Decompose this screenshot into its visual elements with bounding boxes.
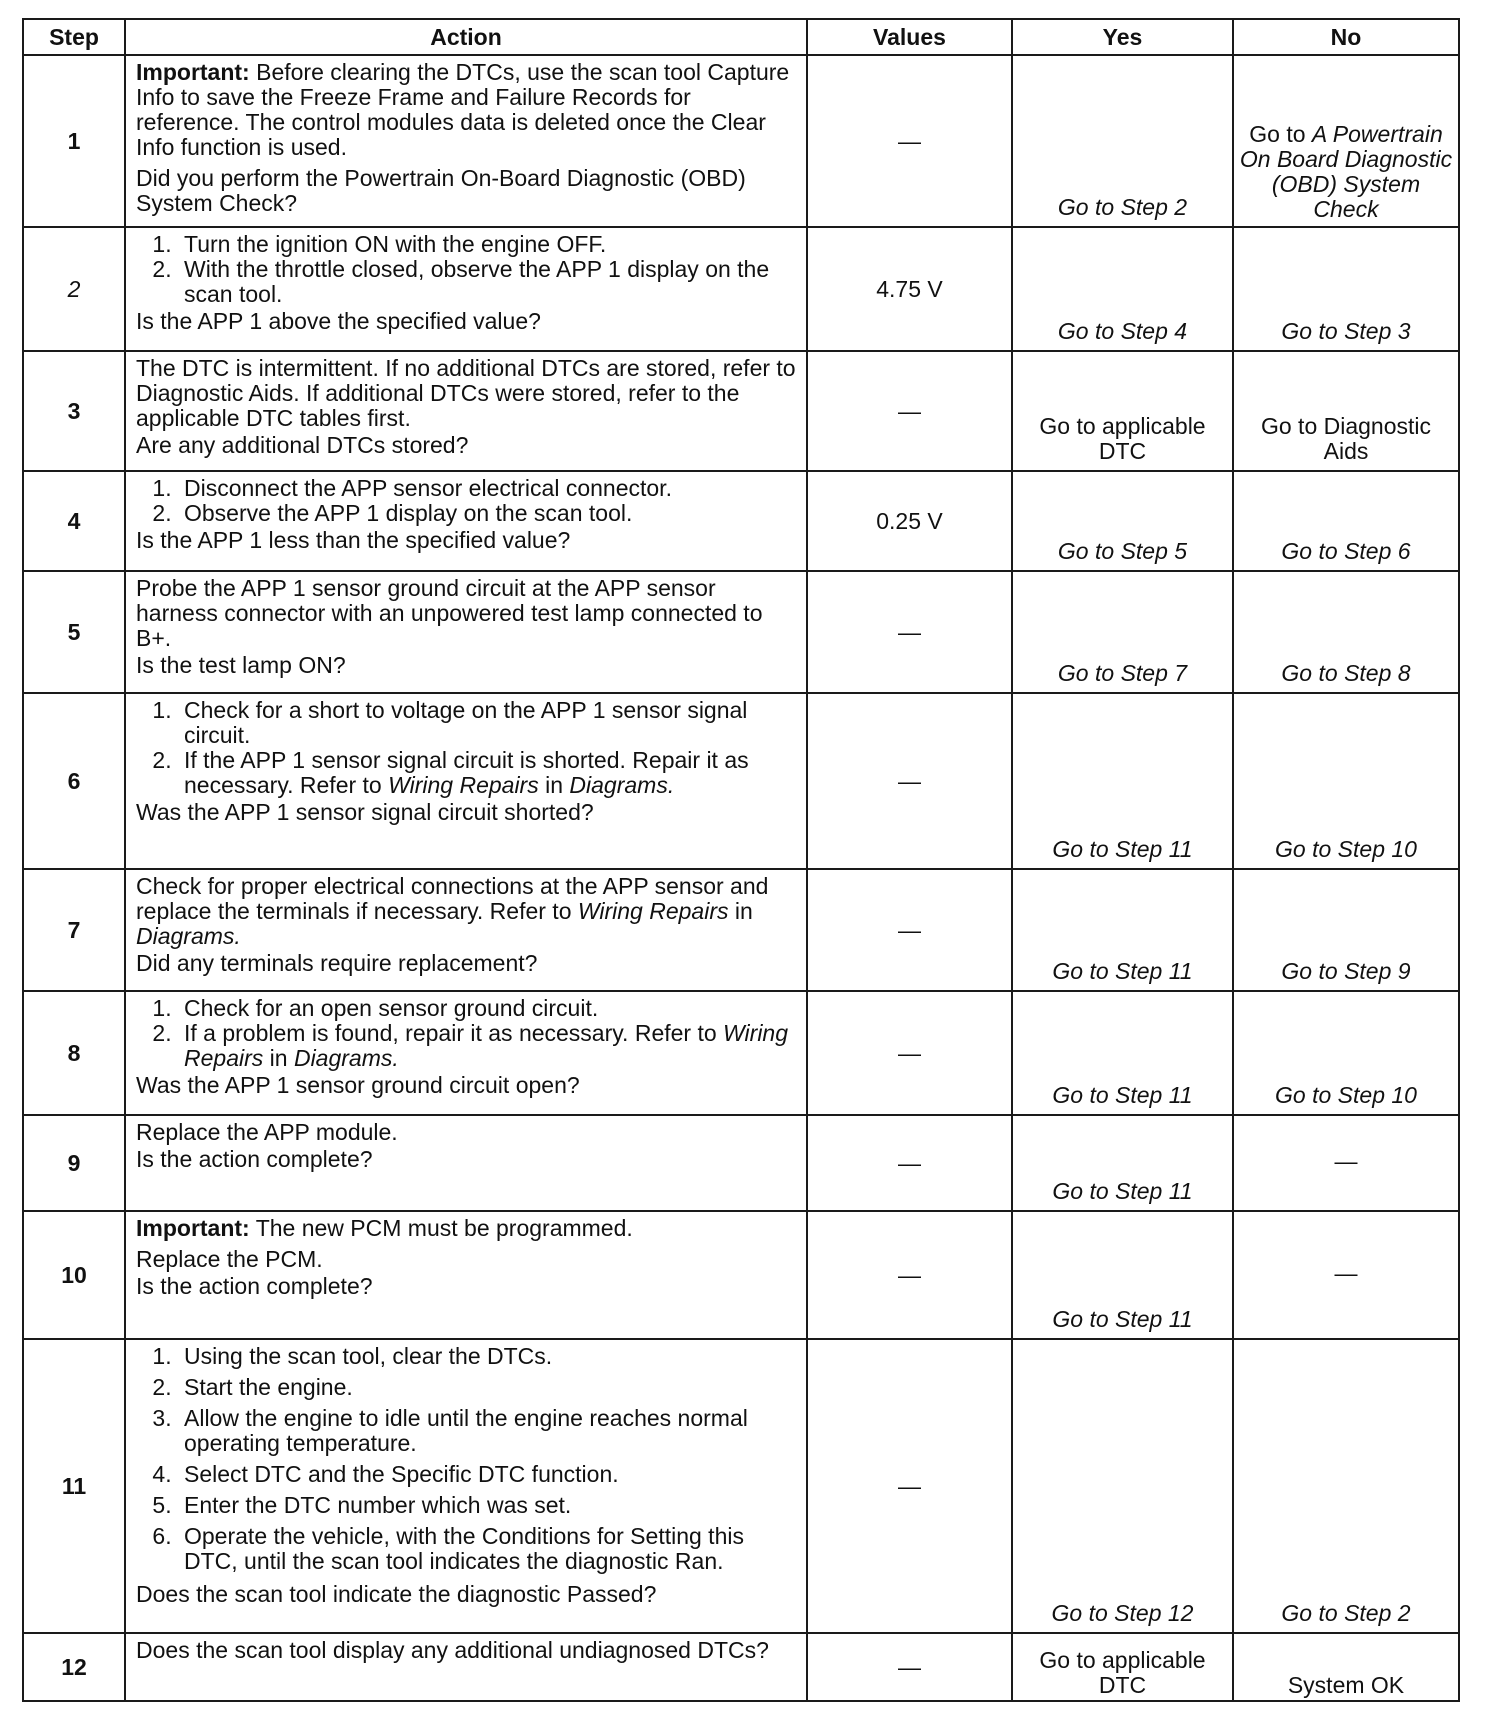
value-cell: — [807, 1115, 1012, 1211]
action-cell [125, 693, 807, 869]
no-link[interactable]: Go to Step 10 [1233, 693, 1459, 869]
yes-link[interactable]: Go to Step 2 [1012, 55, 1233, 227]
instruction-item: 1. Using the scan tool, clear the DTCs. [178, 1344, 798, 1369]
question: Are any additional DTCs stored? [136, 432, 469, 458]
question: Does the scan tool indicate the diagnostic Passed? [136, 1581, 657, 1607]
instruction-item: 1. Disconnect the APP sensor electrical connector. [178, 476, 798, 501]
value-cell: 0.25 V [807, 471, 1012, 571]
no-link[interactable]: Go to Step 6 [1233, 471, 1459, 571]
value-cell: — [807, 55, 1012, 227]
header-values: Values [807, 19, 1012, 55]
no-link[interactable]: Go to Step 8 [1233, 571, 1459, 693]
instruction-item: 2. If a problem is found, repair it as necessary. Refer to Wiring Repairs in Diagrams. [178, 1021, 798, 1071]
action-text: Probe the APP 1 sensor ground circuit at the APP sensor harness connector with an unpowered test lamp connected to B+. [136, 575, 763, 651]
step-number: 9 [23, 1115, 125, 1211]
question: Did any terminals require replacement? [136, 950, 538, 976]
yes-link[interactable]: Go to Step 7 [1012, 571, 1233, 693]
table-row-step-4 [23, 471, 1459, 571]
wiring-repairs-link[interactable]: Wiring Repairs [388, 772, 539, 798]
diagrams-link[interactable]: Diagrams. [293, 1045, 399, 1071]
question: Is the action complete? [136, 1146, 373, 1172]
action-text: Replace the PCM. [136, 1246, 323, 1272]
table-row-step-8 [23, 991, 1459, 1115]
question: Is the test lamp ON? [136, 652, 346, 678]
instruction-item: 2. With the throttle closed, observe the APP 1 display on the scan tool. [178, 257, 798, 307]
yes-link[interactable]: Go to Step 4 [1012, 227, 1233, 351]
step-number: 11 [23, 1339, 125, 1633]
important-note [136, 60, 798, 160]
step-number: 12 [23, 1633, 125, 1701]
step-number: 5 [23, 571, 125, 693]
instruction-item: 2. Start the engine. [178, 1375, 798, 1400]
action-cell [125, 351, 807, 471]
table-row-step-9 [23, 1115, 1459, 1211]
table-row-step-6 [23, 693, 1459, 869]
important-text: Before clearing the DTCs, use the scan tool Capture Info to save the Freeze Frame and Failure Records for reference. The control modules data is deleted once the Clear Info function is used. [136, 59, 790, 160]
instruction-item: 1. Check for an open sensor ground circuit. [178, 996, 798, 1021]
step-number: 8 [23, 991, 125, 1115]
value-cell: — [807, 351, 1012, 471]
important-note [136, 1216, 798, 1241]
question: Does the scan tool display any additional undiagnosed DTCs? [136, 1637, 769, 1663]
question: Was the APP 1 sensor signal circuit shorted? [136, 799, 594, 825]
yes-link[interactable]: Go to Step 5 [1012, 471, 1233, 571]
instruction-item: 2. Observe the APP 1 display on the scan tool. [178, 501, 798, 526]
action-cell [125, 1115, 807, 1211]
no-link[interactable]: Go to Step 3 [1233, 227, 1459, 351]
table-row-step-1 [23, 55, 1459, 227]
instruction-item: 1. Turn the ignition ON with the engine OFF. [178, 232, 798, 257]
value-cell: — [807, 991, 1012, 1115]
header-step: Step [23, 19, 125, 55]
yes-link[interactable]: Go to Step 11 [1012, 1211, 1233, 1339]
action-text: Check for proper electrical connections at the APP sensor and replace the terminals if necessary. Refer to Wiring Repairs in Diagrams. [136, 873, 769, 949]
instruction-list [136, 996, 798, 1071]
instruction-list [136, 698, 798, 798]
action-cell [125, 1633, 807, 1701]
value-cell: — [807, 869, 1012, 991]
yes-link[interactable]: Go to applicable DTC [1012, 1633, 1233, 1701]
table-row-step-10 [23, 1211, 1459, 1339]
header-yes: Yes [1012, 19, 1233, 55]
value-cell: 4.75 V [807, 227, 1012, 351]
no-link[interactable]: Go to Diagnostic Aids [1233, 351, 1459, 471]
question: Was the APP 1 sensor ground circuit open? [136, 1072, 580, 1098]
action-cell [125, 471, 807, 571]
instruction-item: 2. If the APP 1 sensor signal circuit is shorted. Repair it as necessary. Refer to Wiring Repairs in Diagrams. [178, 748, 798, 798]
important-label: Important: [136, 1215, 250, 1241]
table-row-step-2 [23, 227, 1459, 351]
instruction-item: 1. Check for a short to voltage on the APP 1 sensor signal circuit. [178, 698, 798, 748]
action-text: The DTC is intermittent. If no additional DTCs are stored, refer to Diagnostic Aids. If additional DTCs were stored, refer to the applicable DTC tables first. [136, 355, 796, 431]
step-number: 2 [23, 227, 125, 351]
instruction-item: 4. Select DTC and the Specific DTC function. [178, 1462, 798, 1487]
action-cell [125, 571, 807, 693]
diagrams-link[interactable]: Diagrams. [136, 923, 241, 949]
no-value: — [1233, 1211, 1459, 1339]
no-prefix: Go to [1249, 121, 1306, 147]
instruction-list [136, 476, 798, 526]
yes-link[interactable]: Go to Step 11 [1012, 869, 1233, 991]
question: Is the action complete? [136, 1273, 373, 1299]
value-cell: — [807, 1339, 1012, 1633]
question: Is the APP 1 less than the specified value? [136, 527, 571, 553]
action-cell [125, 991, 807, 1115]
action-cell [125, 869, 807, 991]
value-cell: — [807, 1211, 1012, 1339]
yes-link[interactable]: Go to Step 12 [1012, 1339, 1233, 1633]
important-text: The new PCM must be programmed. [249, 1215, 633, 1241]
header-action: Action [125, 19, 807, 55]
action-cell [125, 227, 807, 351]
instruction-list [136, 1344, 798, 1580]
no-link[interactable] [1233, 55, 1459, 227]
step-number: 7 [23, 869, 125, 991]
table-row-step-12 [23, 1633, 1459, 1701]
header-no: No [1233, 19, 1459, 55]
header-row [23, 19, 1459, 55]
table-row-step-5 [23, 571, 1459, 693]
instruction-item: 3. Allow the engine to idle until the engine reaches normal operating temperature. [178, 1406, 798, 1456]
value-cell: — [807, 693, 1012, 869]
table-row-step-7 [23, 869, 1459, 991]
action-text: Replace the APP module. [136, 1119, 398, 1145]
yes-link[interactable]: Go to Step 11 [1012, 991, 1233, 1115]
table-row-step-3 [23, 351, 1459, 471]
diagnostic-table [22, 18, 1460, 1702]
value-cell: — [807, 571, 1012, 693]
instruction-item: 6. Operate the vehicle, with the Conditions for Setting this DTC, until the scan tool indicates the diagnostic Ran. [178, 1524, 798, 1574]
no-result: System OK [1233, 1633, 1459, 1701]
important-label: Important: [136, 59, 250, 85]
wiring-repairs-link[interactable]: Wiring Repairs [577, 898, 729, 924]
action-cell [125, 1211, 807, 1339]
yes-link[interactable]: Go to Step 11 [1012, 693, 1233, 869]
value-cell: — [807, 1633, 1012, 1701]
no-value: — [1233, 1115, 1459, 1211]
no-link[interactable]: Go to Step 2 [1233, 1339, 1459, 1633]
yes-link[interactable]: Go to applicable DTC [1012, 351, 1233, 471]
no-link[interactable]: Go to Step 9 [1233, 869, 1459, 991]
action-cell [125, 55, 807, 227]
step-number: 6 [23, 693, 125, 869]
wiring-repairs-link[interactable]: Wiring Repairs [184, 1020, 789, 1071]
yes-link[interactable]: Go to Step 11 [1012, 1115, 1233, 1211]
table-row-step-11 [23, 1339, 1459, 1633]
question: Is the APP 1 above the specified value? [136, 308, 541, 334]
instruction-item: 5. Enter the DTC number which was set. [178, 1493, 798, 1518]
step-number: 4 [23, 471, 125, 571]
step-number: 10 [23, 1211, 125, 1339]
question: Did you perform the Powertrain On-Board Diagnostic (OBD) System Check? [136, 165, 746, 216]
instruction-list [136, 232, 798, 307]
obd-system-check-link[interactable]: A Powertrain On Board Diagnostic (OBD) System Check [1239, 121, 1453, 222]
step-number: 1 [23, 55, 125, 227]
no-link[interactable]: Go to Step 10 [1233, 991, 1459, 1115]
action-cell [125, 1339, 807, 1633]
step-number: 3 [23, 351, 125, 471]
diagrams-link[interactable]: Diagrams. [569, 772, 675, 798]
